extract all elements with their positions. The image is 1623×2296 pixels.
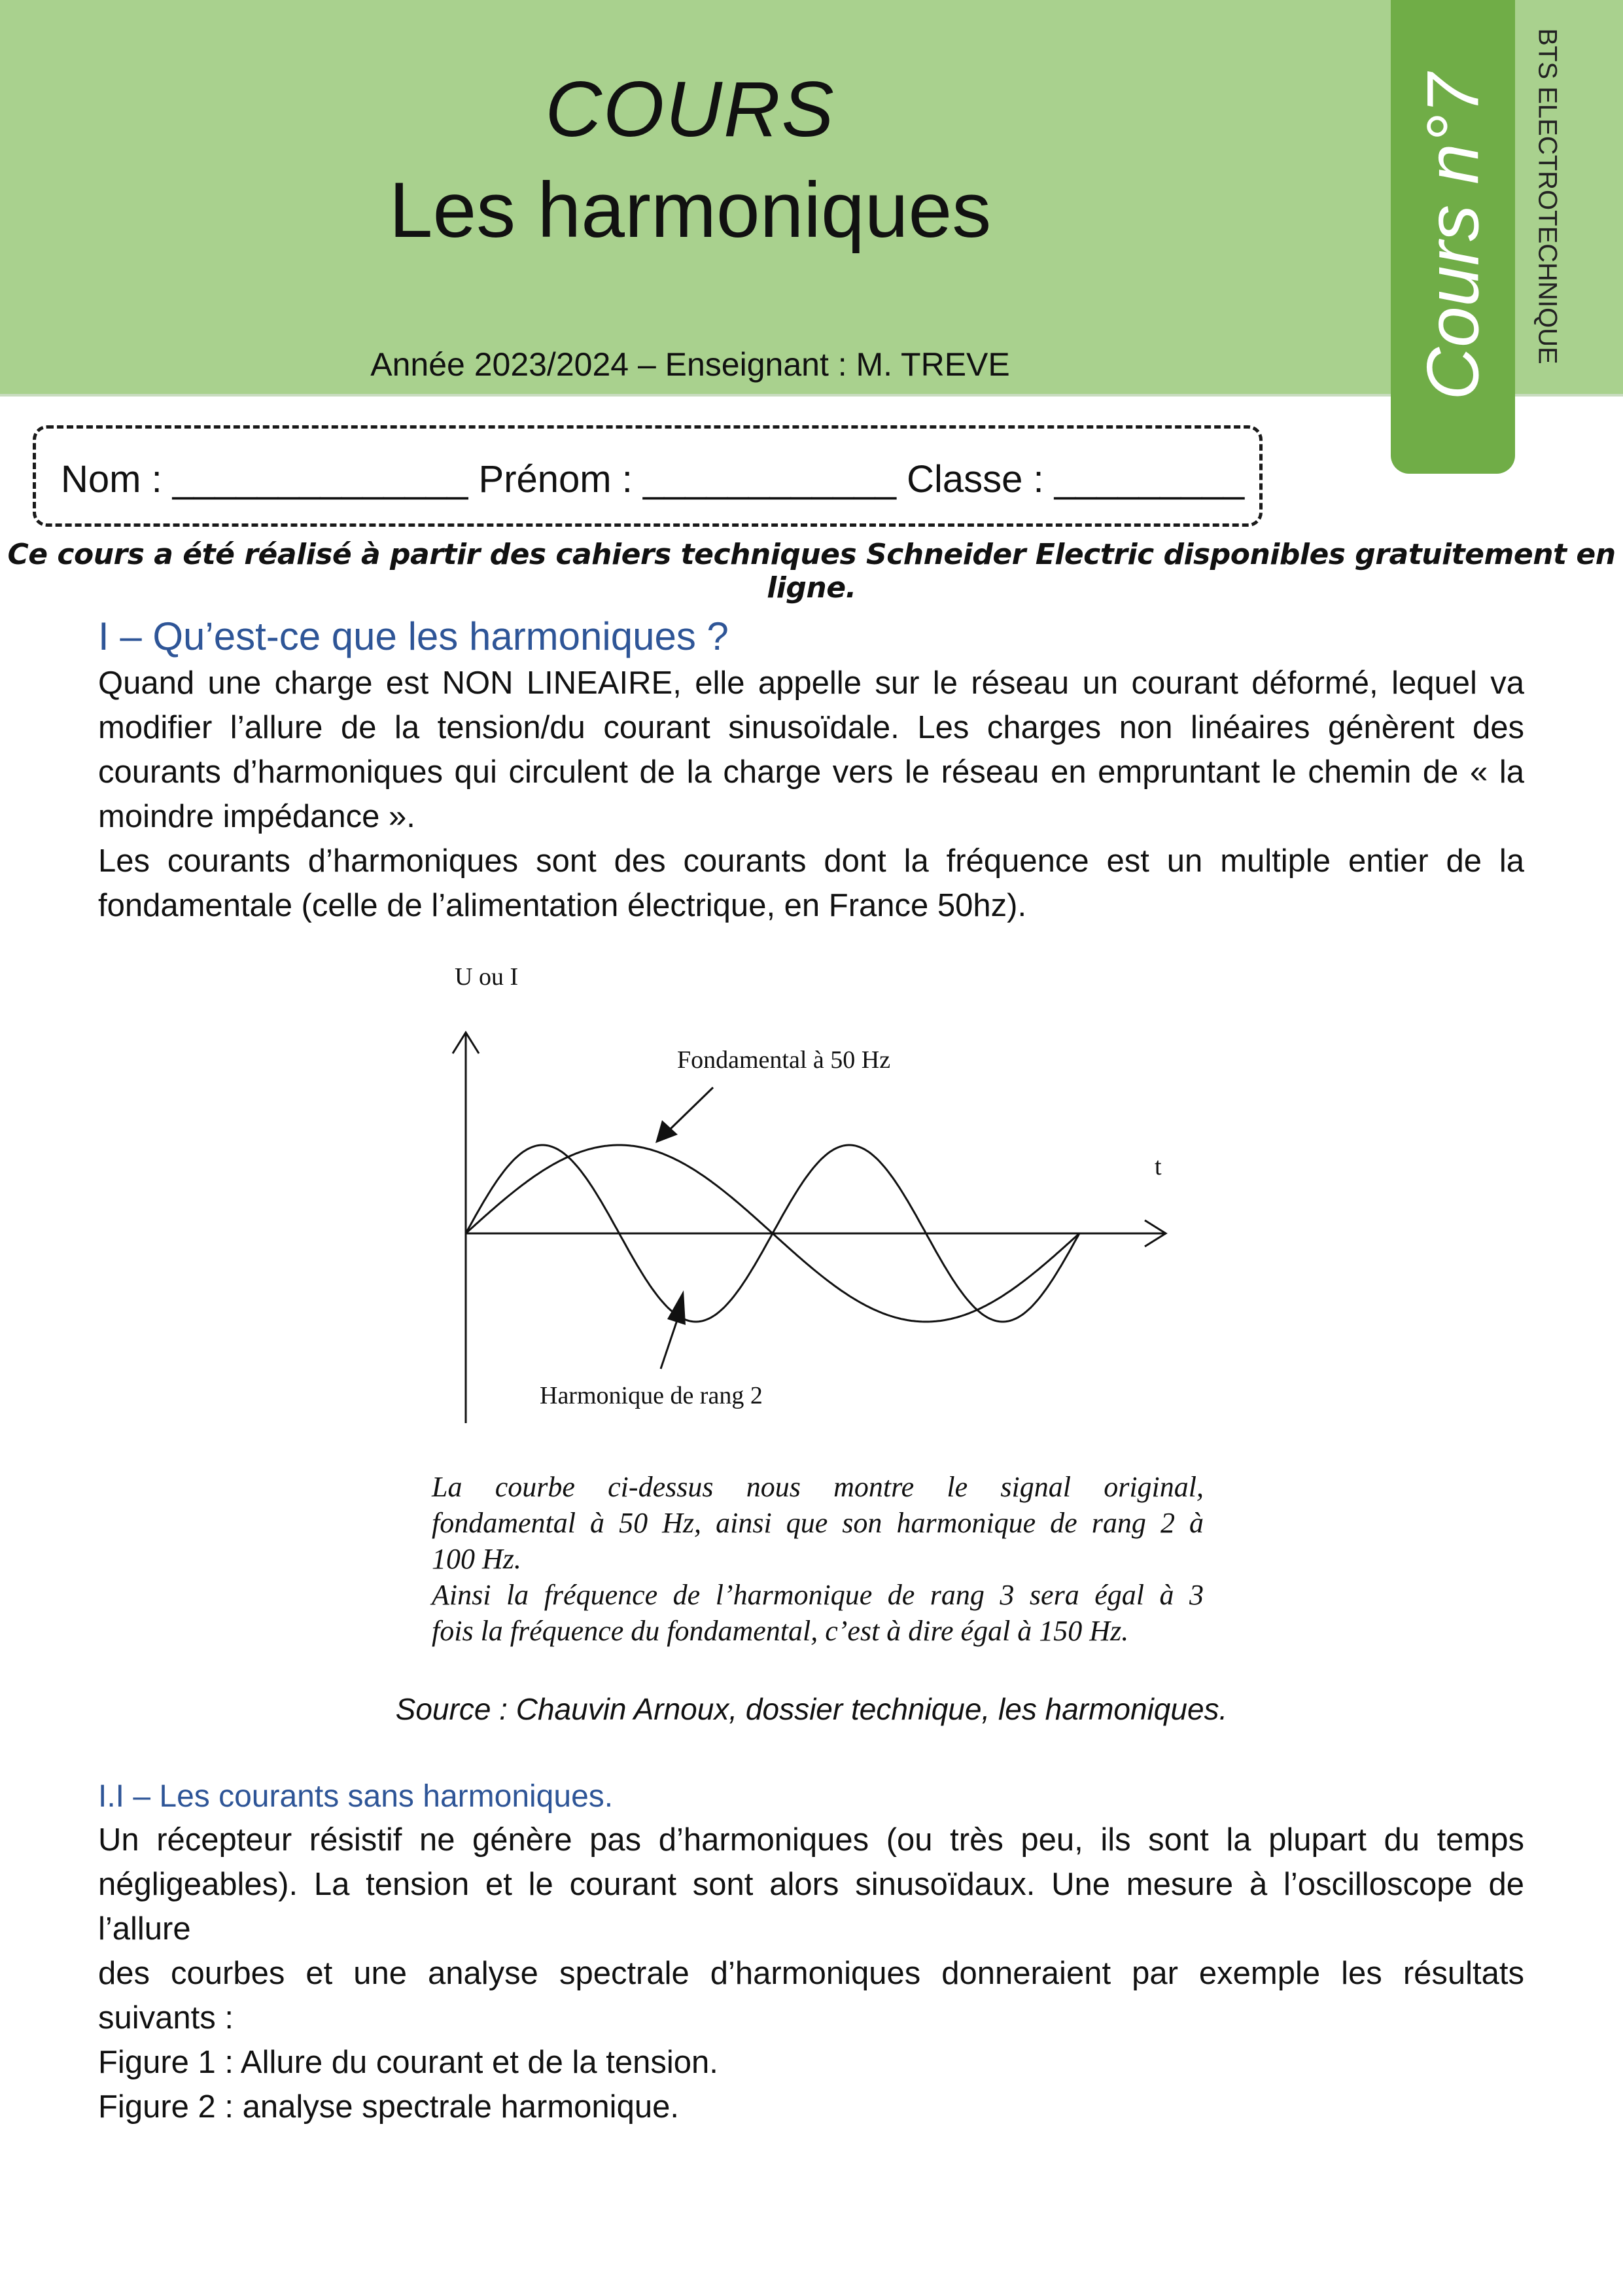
y-axis-label: U ou I <box>455 963 519 991</box>
year-teacher-line: Année 2023/2024 – Enseignant : M. TREVE <box>370 346 1010 383</box>
paragraph-line: fondamentale (celle de l’alimentation électrique, en France 50hz). <box>98 888 1027 923</box>
fundamental-label: Fondamental à 50 Hz <box>677 1046 891 1074</box>
course-number-tab <box>1391 0 1515 474</box>
paragraph-line: moindre impédance ». <box>98 799 415 834</box>
credit-note: Ce cours a été réalisé à partir des cahiers techniques Schneider Electric disponibles gratuitement en ligne. <box>7 538 1616 605</box>
section1-paragraph-2 <box>98 839 1524 928</box>
fundamental-arrow-line <box>667 1087 713 1132</box>
figure-source: Source : Chauvin Arnoux, dossier technique, les harmoniques. <box>395 1692 1228 1726</box>
subsection-heading-1-1: I.I – Les courants sans harmoniques. <box>98 1779 614 1814</box>
section-heading-1: I – Qu’est-ce que les harmoniques ? <box>98 614 729 658</box>
paragraph-line: courants d’harmoniques qui circulent de la charge vers le réseau en empruntant le chemin de « la <box>98 754 1524 790</box>
student-identity-box[interactable] <box>33 425 1263 527</box>
page-subtitle: Les harmoniques <box>389 166 992 254</box>
x-axis-label: t <box>1155 1153 1162 1180</box>
caption-line: fois la fréquence du fondamental, c’est à dire égal à 150 Hz. <box>432 1615 1129 1647</box>
fundamental-arrow-head <box>655 1120 678 1143</box>
paragraph-line: des courbes et une analyse spectrale d’harmoniques donneraient par exemple les résultats <box>98 1956 1524 1991</box>
paragraph-line: Quand une charge est NON LINEAIRE, elle appelle sur le réseau un courant déformé, lequel va <box>98 665 1524 701</box>
caption-line: fondamental à 50 Hz, ainsi que son harmonique de rang 2 à <box>432 1507 1204 1539</box>
figure-reference-2: Figure 2 : analyse spectrale harmonique. <box>98 2089 679 2125</box>
harmonic-arrow-line <box>661 1320 677 1369</box>
figure-reference-1: Figure 1 : Allure du courant et de la tension. <box>98 2045 718 2080</box>
caption-line: 100 Hz. <box>432 1543 521 1575</box>
harmonic-label: Harmonique de rang 2 <box>540 1382 763 1409</box>
paragraph-line: Les courants d’harmoniques sont des courants dont la fréquence est un multiple entier de la <box>98 843 1524 879</box>
section1-1-paragraph <box>98 1818 1524 2129</box>
caption-line: La courbe ci-dessus nous montre le signal original, <box>432 1471 1204 1503</box>
harmonic-waveform-figure <box>425 949 1210 1439</box>
harmonic-arrow-head <box>667 1290 686 1325</box>
caption-line: Ainsi la fréquence de l’harmonique de rang 3 sera égal à 3 <box>432 1579 1204 1611</box>
paragraph-line: suivants : <box>98 2000 234 2036</box>
paragraph-line: négligeables). La tension et le courant sont alors sinusoïdaux. Une mesure à l’oscilloscope de l’allure <box>98 1867 1524 1947</box>
identity-fields: Nom : ______________ Prénom : ____________ Classe : _________ <box>61 458 1245 501</box>
section1-paragraph-1 <box>98 661 1524 839</box>
page-title: COURS <box>545 65 835 153</box>
paragraph-line: Un récepteur résistif ne génère pas d’harmoniques (ou très peu, ils sont la plupart du temps <box>98 1822 1524 1858</box>
figure-caption <box>432 1469 1204 1649</box>
course-number-label: Cours n°7 <box>1412 73 1494 400</box>
program-side-label: BTS ELECTROTECHNIQUE <box>1533 28 1562 364</box>
paragraph-line: modifier l’allure de la tension/du courant sinusoïdale. Les charges non linéaires génèrent des <box>98 710 1524 745</box>
